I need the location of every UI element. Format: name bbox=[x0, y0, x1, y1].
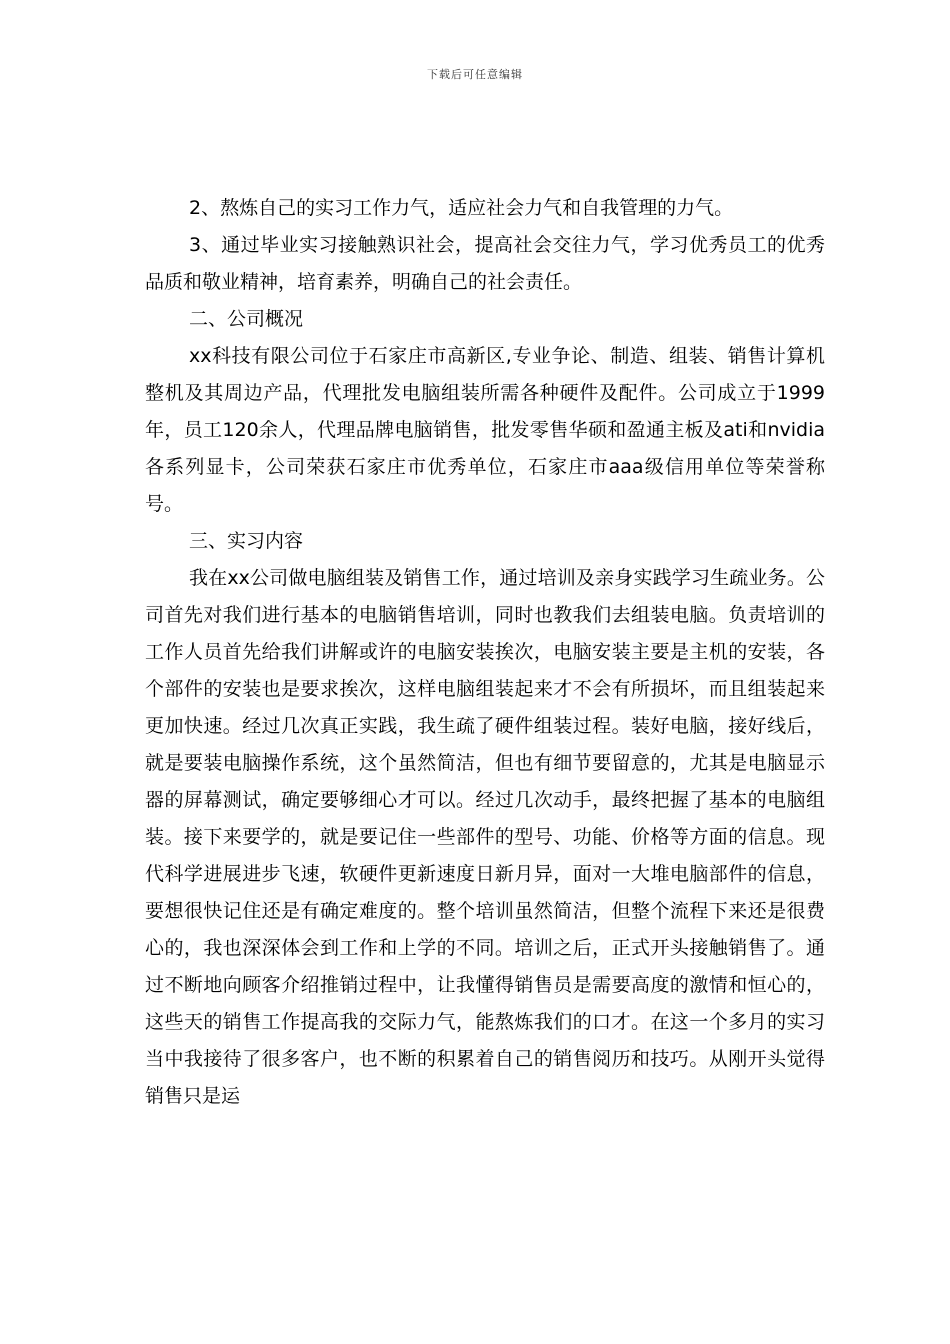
page-header: 下载后可任意编辑 bbox=[427, 68, 523, 81]
section-heading-internship-content: 三、实习内容 bbox=[189, 530, 304, 552]
document-body bbox=[145, 190, 825, 1115]
paragraph-company-overview: xx科技有限公司位于石家庄市高新区,专业争论、制造、组装、销售计算机整机及其周边产品，代理批发电脑组装所需各种硬件及配件。公司成立于1999年，员工120余人，代理品牌电脑销售，批发零售华硕和盈通主板及ati和nvidia各系列显卡，公司荣获石家庄市优秀单位，石家庄市aaa级信用单位等荣誉称号。 bbox=[145, 345, 825, 515]
paragraph-internship-content: 我在xx公司做电脑组装及销售工作，通过培训及亲身实践学习生疏业务。公司首先对我们进行基本的电脑销售培训，同时也教我们去组装电脑。负责培训的工作人员首先给我们讲解或许的电脑安装挨次，电脑安装主要是主机的安装，各个部件的安装也是要求挨次，这样电脑组装起来才不会有所损坏，而且组装起来更加快速。经过几次真正实践，我生疏了硬件组装过程。装好电脑，接好线后，就是要装电脑操作系统，这个虽然简洁，但也有细节要留意的，尤其是电脑显示器的屏幕测试，确定要够细心才可以。经过几次动手，最终把握了基本的电脑组装。接下来要学的，就是要记住一些部件的型号、功能、价格等方面的信息。现代科学进展进步飞速，软硬件更新速度日新月异，面对一大堆电脑部件的信息，要想很快记住还是有确定难度的。整个培训虽然简洁，但整个流程下来还是很费心的，我也深深体会到工作和上学的不同。培训之后，正式开头接触销售了。通过不断地向顾客介绍推销过程中，让我懂得销售员是需要高度的激情和恒心的，这些天的销售工作提高我的交际力气，能熬炼我们的口才。在这一个多月的实习当中我接待了很多客户，也不断的积累着自己的销售阅历和技巧。从刚开头觉得销售只是运 bbox=[145, 567, 825, 1107]
section-heading-company-overview: 二、公司概况 bbox=[189, 308, 304, 330]
paragraph-item-2: 2、熬炼自己的实习工作力气，适应社会力气和自我管理的力气。 bbox=[189, 197, 734, 219]
paragraph-item-3: 3、通过毕业实习接触熟识社会，提高社会交往力气，学习优秀员工的优秀品质和敬业精神，培育素养，明确自己的社会责任。 bbox=[145, 234, 825, 293]
